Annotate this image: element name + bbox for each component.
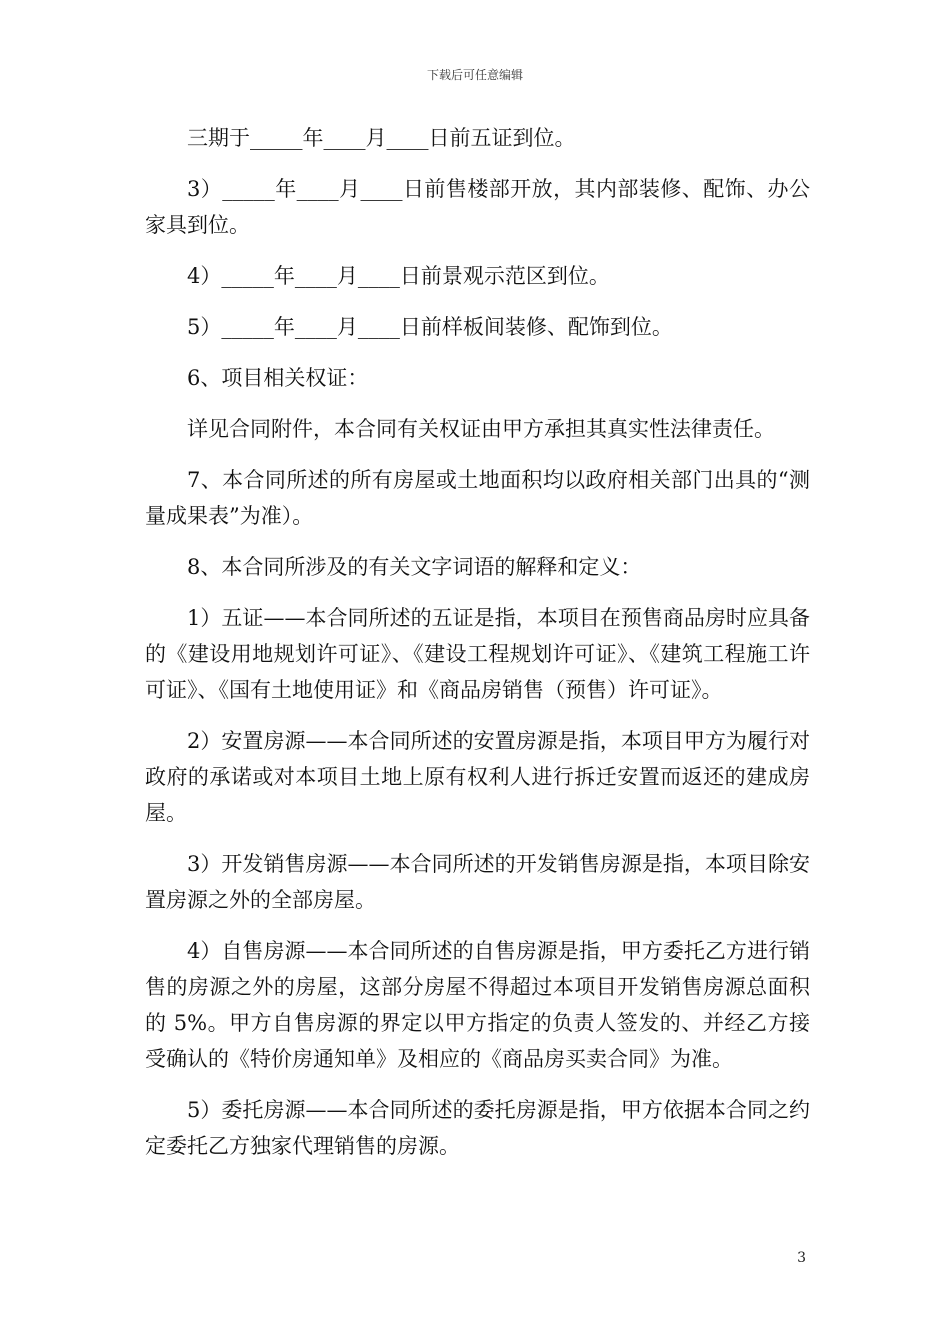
page-header: 下载后可任意编辑 (426, 68, 523, 82)
paragraph-section-7: 7、本合同所述的所有房屋或土地面积均以政府相关部门出具的“测量成果表”为准）。 (145, 468, 810, 528)
paragraph-section-8-heading: 8、本合同所涉及的有关文字词语的解释和定义： (187, 555, 642, 579)
paragraph-certificates-detail: 详见合同附件，本合同有关权证由甲方承担其真实性法律责任。 (187, 417, 775, 441)
paragraph-landscape-demo: 4）_____年____月____日前景观示范区到位。 (187, 264, 610, 288)
paragraph-definition-development-sales: 3）开发销售房源——本合同所述的开发销售房源是指，本项目除安置房源之外的全部房屋。 (145, 852, 810, 912)
paragraph-section-6-heading: 6、项目相关权证： (187, 366, 369, 390)
paragraph-definition-self-sale: 4）自售房源——本合同所述的自售房源是指，甲方委托乙方进行销售的房源之外的房屋，这部分房屋不得超过本项目开发销售房源总面积的 5%。甲方自售房源的界定以甲方指定的负责人签发的、并经乙方接受确认的《特价房通知单》及相应的《商品房买卖合同》为准。 (145, 939, 810, 1071)
paragraph-phase3-certificates: 三期于_____年____月____日前五证到位。 (187, 126, 576, 150)
paragraph-definition-resettlement: 2）安置房源——本合同所述的安置房源是指，本项目甲方为履行对政府的承诺或对本项目土地上原有权利人进行拆迁安置而返还的建成房屋。 (145, 729, 810, 825)
paragraph-definition-five-certificates: 1）五证——本合同所述的五证是指，本项目在预售商品房时应具备的《建设用地规划许可证》、《建设工程规划许可证》、《建筑工程施工许可证》、《国有土地使用证》和《商品房销售（预售）许可证》。 (145, 606, 810, 702)
paragraph-sales-office: 3）_____年____月____日前售楼部开放，其内部装修、配饰、办公家具到位。 (145, 177, 810, 237)
page-number: 3 (797, 1250, 806, 1266)
paragraph-model-room: 5）_____年____月____日前样板间装修、配饰到位。 (187, 315, 673, 339)
paragraph-definition-entrusted: 5）委托房源——本合同所述的委托房源是指，甲方依据本合同之约定委托乙方独家代理销售的房源。 (145, 1098, 810, 1158)
document-body (145, 120, 810, 1179)
